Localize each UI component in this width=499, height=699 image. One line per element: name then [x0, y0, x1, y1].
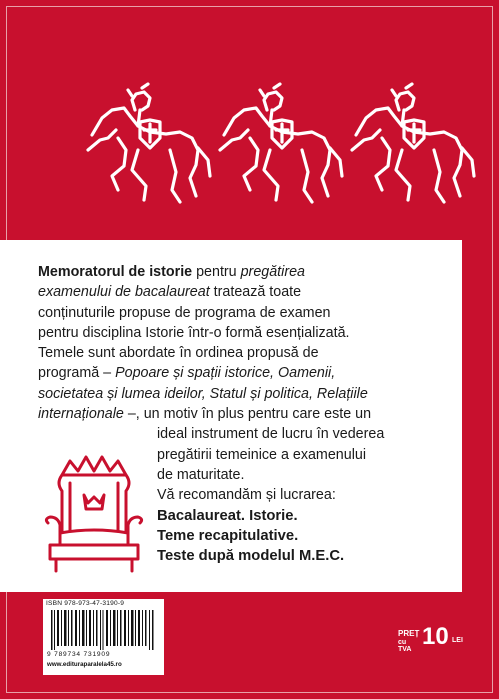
body-line: internaționale –, un motiv în plus pentru care este un	[38, 406, 372, 423]
body-line: ideal instrument de lucru în vederea	[157, 426, 385, 443]
description-text	[38, 262, 458, 566]
barcode-digits: 9 789734 731909	[47, 651, 111, 658]
knights-illustration	[0, 0, 499, 240]
price-label: PREȚ	[398, 629, 420, 638]
body-line: examenului de bacalaureat tratează toate	[38, 284, 302, 301]
recommended-title: Teste după modelul M.E.C.	[157, 548, 345, 565]
price-currency: LEI	[452, 637, 463, 644]
body-line: Vă recomandăm și lucrarea:	[157, 487, 336, 504]
knight-on-horse-icon	[220, 84, 342, 202]
recommended-title: Bacalaureat. Istorie.	[157, 507, 298, 524]
barcode-icon	[47, 610, 159, 650]
body-line: Temele sunt abordate în ordinea propusă de	[38, 345, 319, 362]
body-line: Memoratorul de istorie pentru pregătirea	[38, 264, 305, 280]
body-line: de maturitate.	[157, 466, 245, 483]
body-line: programă – Popoare și spații istorice, Oamenii,	[38, 365, 336, 382]
body-line: pentru disciplina Istorie într-o formă esențializată.	[38, 324, 350, 341]
body-line: pregătirii temeinice a examenului	[157, 446, 367, 463]
knight-on-horse-icon	[88, 84, 210, 202]
price-value: 10	[422, 623, 449, 650]
publisher-website: www.edituraparalela45.ro	[47, 661, 122, 668]
recommended-title: Teme recapitulative.	[157, 527, 299, 544]
body-line: societatea și lumea ideilor, Statul și politica, Relațiile	[38, 385, 368, 402]
price-tva: cu TVA	[398, 639, 412, 653]
knight-on-horse-icon	[352, 84, 474, 202]
isbn-text: ISBN 978-973-47-3190-9	[46, 600, 125, 607]
body-line: conținuturile propuse de programa de examen	[38, 304, 331, 321]
